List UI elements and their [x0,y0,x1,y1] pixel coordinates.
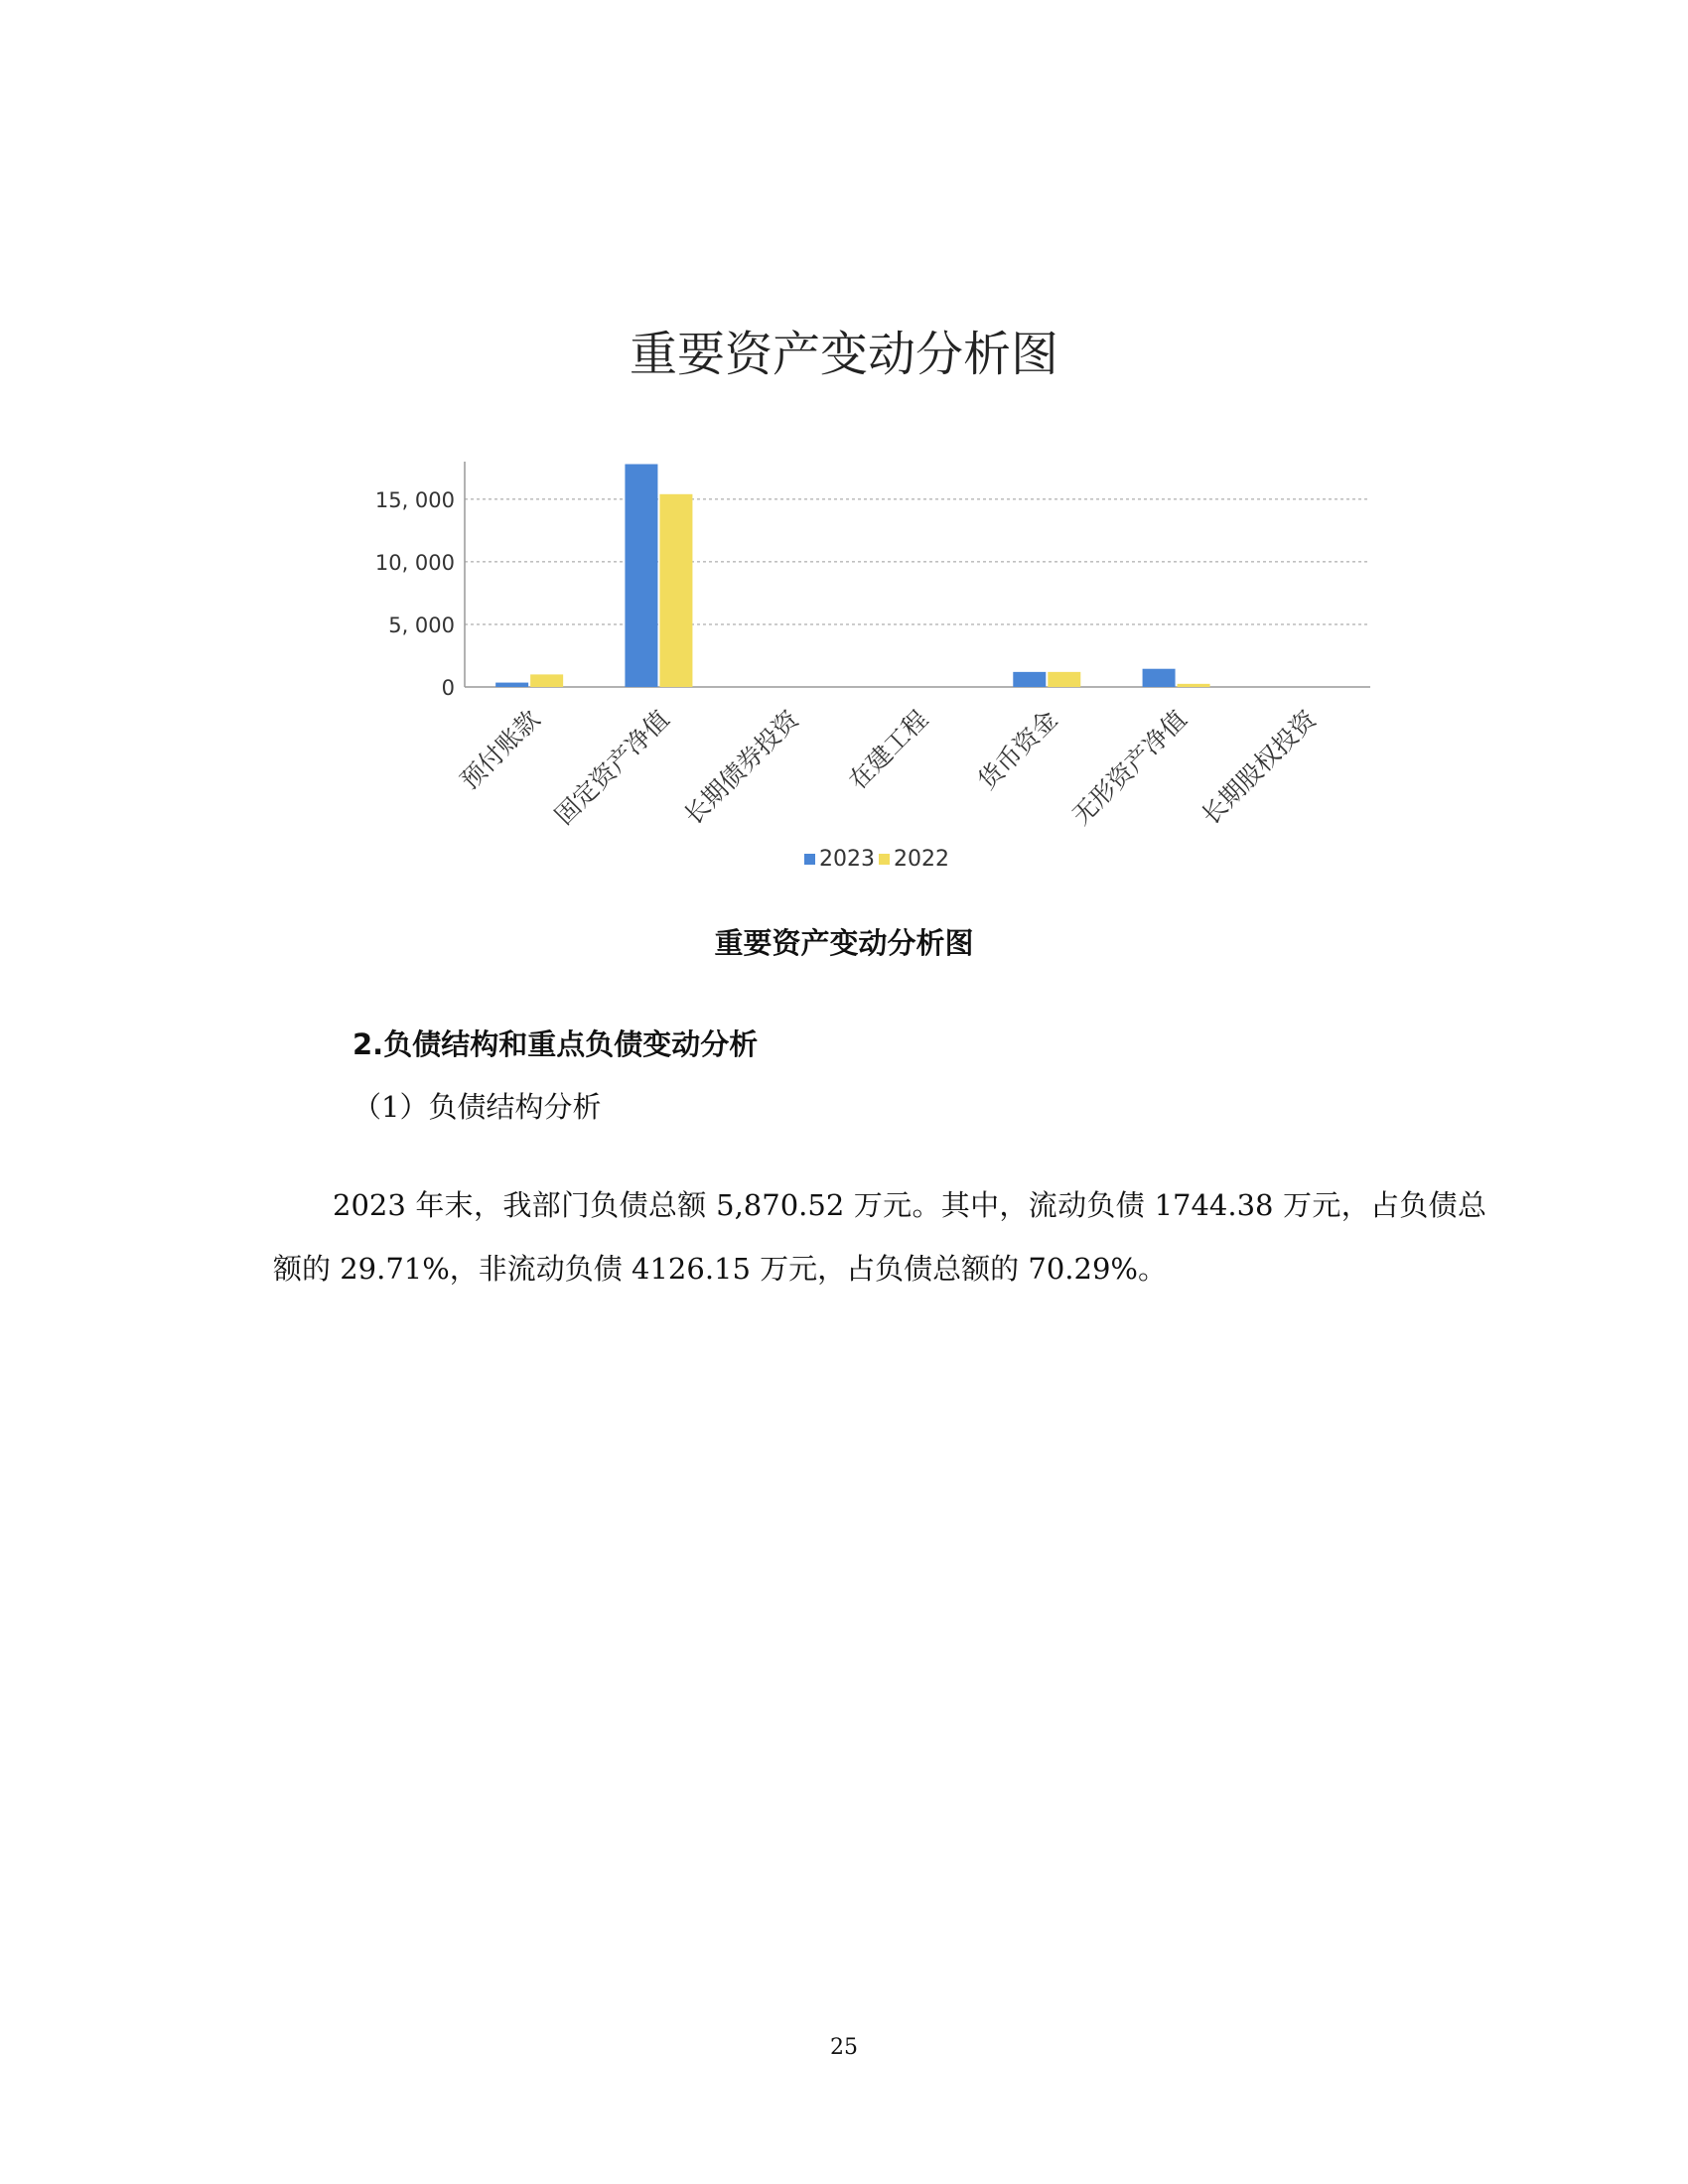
legend-swatch-2022 [879,854,890,865]
subsection-heading: （1）负债结构分析 [352,1090,602,1124]
x-category-label: 无形资产净值 [1066,704,1193,831]
page-number: 25 [830,2035,858,2060]
x-category-label: 长期股权投资 [1196,704,1323,831]
bar-2022 [1048,672,1080,687]
bar-2023 [495,683,528,687]
legend-label: 2022 [894,847,949,872]
y-tick-label: 10, 000 [374,550,455,575]
x-category-label: 在建工程 [843,704,934,795]
y-tick-label: 15, 000 [374,487,455,512]
y-tick-label: 5, 000 [388,613,455,637]
legend-swatch-2023 [804,854,815,865]
x-category-label: 固定资产净值 [549,704,675,831]
x-category-label: 预付账款 [455,704,546,795]
bar-2023 [625,465,657,687]
bar-2023 [1143,669,1176,687]
legend-label: 2023 [819,847,875,872]
section-heading: 2.负债结构和重点负债变动分析 [352,1027,759,1061]
bar-2023 [1013,672,1046,687]
asset-change-bar-chart [0,0,1688,893]
bar-2022 [659,494,692,687]
bar-2022 [530,674,563,687]
liability-structure-paragraph: 2023 年末，我部门负债总额 5,870.52 万元。其中，流动负债 1744.38 万元，占负债总额的 29.71%，非流动负债 4126.15 万元，占负债总额的 70.29%。 [273,1188,1486,1286]
chart-title: 重要资产变动分析图 [629,327,1058,382]
x-category-label: 货币资金 [972,704,1063,795]
x-category-label: 长期债券投资 [678,704,804,831]
y-tick-label: 0 [441,676,455,700]
bar-2022 [1178,684,1210,687]
figure-caption: 重要资产变动分析图 [714,926,974,960]
